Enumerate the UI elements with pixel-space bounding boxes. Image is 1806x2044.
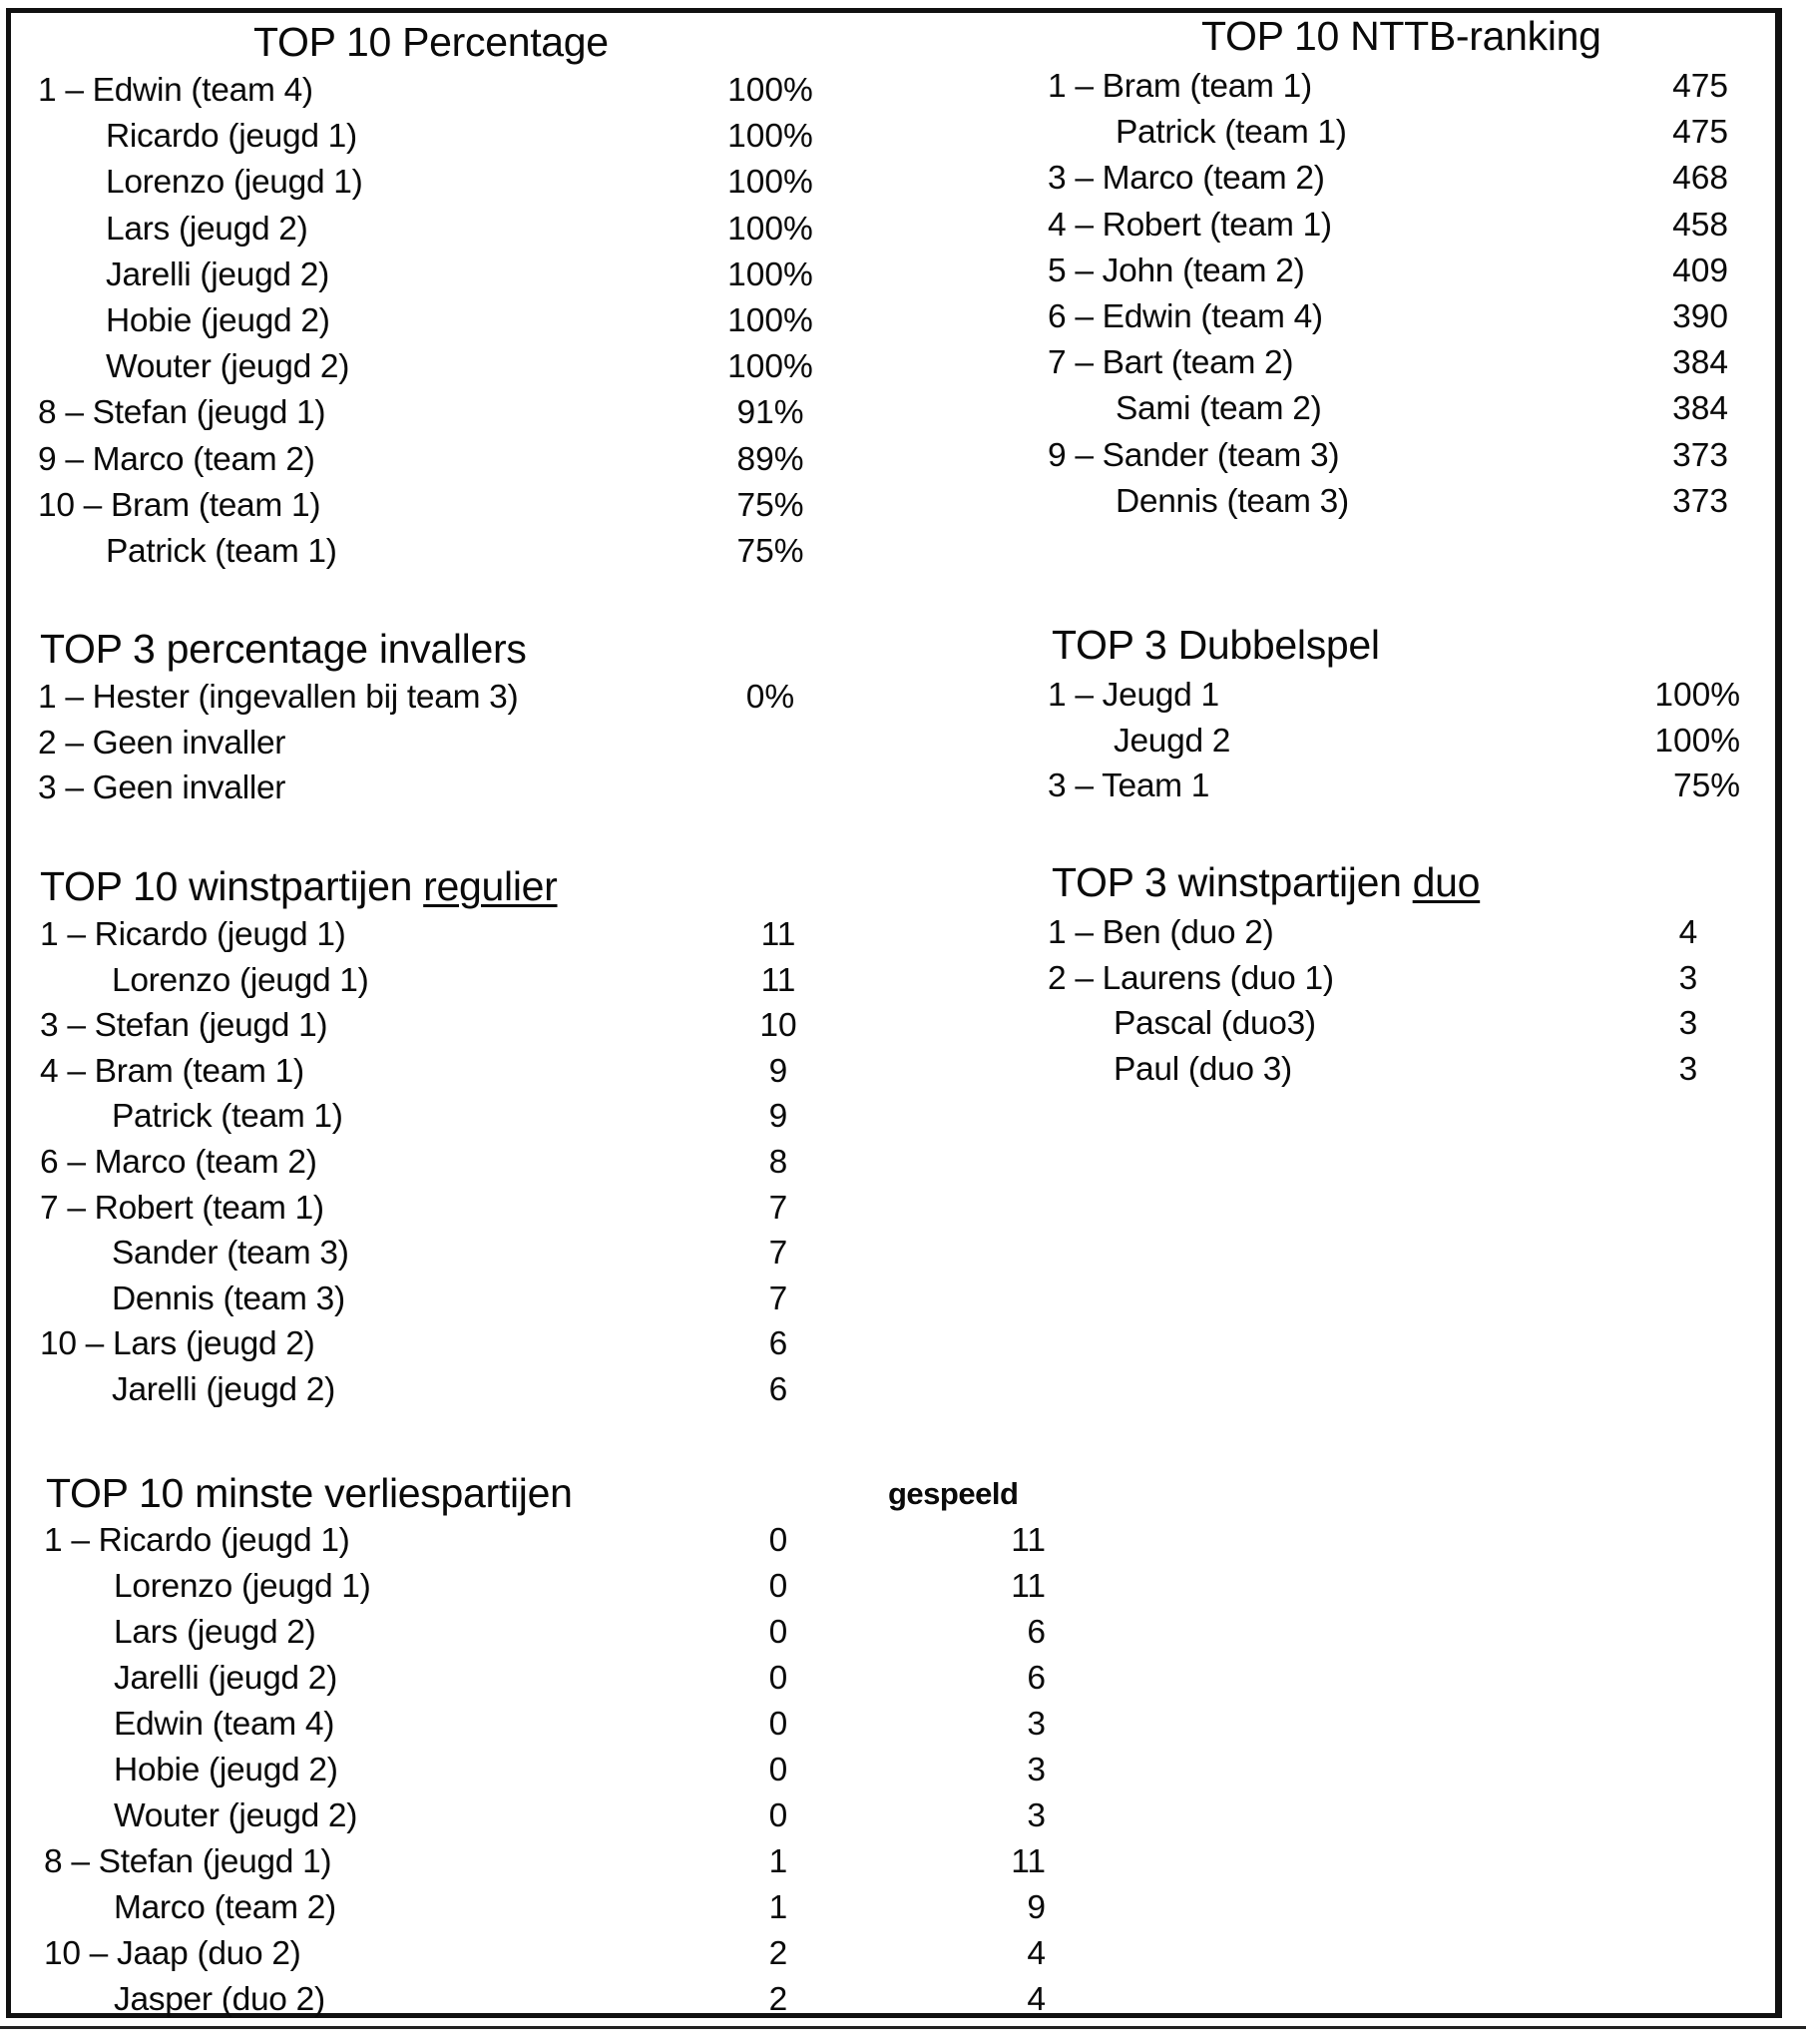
- entry-value: 384: [1672, 390, 1728, 428]
- entry-value: 89%: [736, 440, 804, 478]
- entry-value: 9: [768, 1098, 788, 1136]
- entry-value: 3: [1678, 1050, 1698, 1088]
- entry-name: 8 – Stefan (jeugd 1): [38, 394, 326, 432]
- section-title-invallers: TOP 3 percentage invallers: [40, 626, 527, 672]
- entry-name: Jarelli (jeugd 2): [114, 1660, 337, 1697]
- entry-value: 2: [768, 1935, 788, 1972]
- entry-value: 100%: [1654, 677, 1740, 714]
- section-title-percentage: TOP 10 Percentage: [253, 19, 609, 65]
- entry-value: 75%: [736, 533, 804, 570]
- section-title-nttb-ranking: TOP 10 NTTB-ranking: [1201, 13, 1601, 59]
- entry-played: 6: [1027, 1614, 1046, 1651]
- entry-played: 11: [1011, 1843, 1046, 1880]
- entry-value: 91%: [736, 394, 804, 432]
- entry-value: 75%: [1672, 767, 1740, 804]
- entry-name: 10 – Lars (jeugd 2): [40, 1325, 315, 1363]
- entry-value: 0: [768, 1706, 788, 1743]
- title-text: TOP 10 winstpartijen: [40, 863, 424, 909]
- entry-name: 3 – Marco (team 2): [1048, 160, 1325, 198]
- section-title-dubbelspel: TOP 3 Dubbelspel: [1052, 622, 1380, 668]
- entry-value: 0%: [745, 679, 795, 716]
- entry-value: 475: [1672, 68, 1728, 105]
- entry-value: 6: [768, 1325, 788, 1363]
- entry-value: 11: [760, 916, 796, 953]
- entry-name: Sami (team 2): [1116, 390, 1322, 428]
- entry-value: 100%: [727, 72, 813, 109]
- entry-value: 100%: [727, 118, 813, 156]
- entry-played: 3: [1027, 1752, 1046, 1788]
- entry-name: Jeugd 2: [1114, 722, 1231, 760]
- entry-value: 409: [1672, 252, 1728, 289]
- entry-name: 1 – Hester (ingevallen bij team 3): [38, 679, 519, 716]
- entry-played: 3: [1027, 1797, 1046, 1834]
- entry-name: Ricardo (jeugd 1): [106, 118, 357, 156]
- entry-name: Lorenzo (jeugd 1): [112, 961, 369, 999]
- entry-played: 3: [1027, 1706, 1046, 1743]
- entry-name: Hobie (jeugd 2): [106, 302, 330, 339]
- entry-name: 7 – Robert (team 1): [40, 1189, 324, 1227]
- section-title-winstpartijen-regulier: [40, 863, 558, 909]
- entry-name: 7 – Bart (team 2): [1048, 344, 1294, 382]
- entry-value: 100%: [727, 256, 813, 293]
- entry-name: 1 – Ben (duo 2): [1048, 914, 1274, 951]
- entry-name: 1 – Ricardo (jeugd 1): [40, 916, 346, 953]
- entry-value: 3: [1678, 959, 1698, 997]
- entry-name: 1 – Ricardo (jeugd 1): [44, 1522, 350, 1559]
- entry-name: 8 – Stefan (jeugd 1): [44, 1843, 332, 1880]
- entry-name: Lars (jeugd 2): [114, 1614, 316, 1651]
- entry-name: 6 – Marco (team 2): [40, 1144, 317, 1181]
- entry-name: Wouter (jeugd 2): [106, 348, 350, 386]
- entry-value: 0: [768, 1752, 788, 1788]
- entry-value: 390: [1672, 298, 1728, 335]
- column-header-gespeeld: gespeeld: [888, 1476, 1019, 1511]
- entry-value: 75%: [736, 486, 804, 524]
- entry-played: 4: [1027, 1935, 1046, 1972]
- entry-name: Pascal (duo3): [1114, 1005, 1316, 1042]
- entry-value: 384: [1672, 344, 1728, 382]
- title-emphasis: regulier: [423, 863, 558, 909]
- entry-value: 468: [1672, 160, 1728, 198]
- entry-value: 0: [768, 1614, 788, 1651]
- bottom-rule: [0, 2026, 1806, 2029]
- entry-name: Jasper (duo 2): [114, 1981, 325, 2018]
- entry-name: Edwin (team 4): [114, 1706, 335, 1743]
- entry-name: 4 – Robert (team 1): [1048, 206, 1332, 244]
- entry-name: Patrick (team 1): [1116, 114, 1347, 152]
- entry-value: 0: [768, 1660, 788, 1697]
- entry-name: Dennis (team 3): [1116, 482, 1349, 520]
- entry-played: 11: [1011, 1522, 1046, 1559]
- entry-value: 8: [768, 1144, 788, 1181]
- entry-name: 10 – Jaap (duo 2): [44, 1935, 301, 1972]
- entry-name: Wouter (jeugd 2): [114, 1797, 358, 1834]
- entry-name: 3 – Team 1: [1048, 767, 1210, 804]
- entry-name: 5 – John (team 2): [1048, 252, 1305, 289]
- entry-name: Marco (team 2): [114, 1889, 336, 1926]
- entry-name: Lorenzo (jeugd 1): [114, 1568, 371, 1605]
- entry-value: 373: [1672, 436, 1728, 474]
- entry-name: Sander (team 3): [112, 1235, 349, 1273]
- entry-value: 2: [768, 1981, 788, 2018]
- entry-value: 4: [1678, 914, 1698, 951]
- entry-value: 0: [768, 1797, 788, 1834]
- entry-value: 475: [1672, 114, 1728, 152]
- entry-name: 6 – Edwin (team 4): [1048, 298, 1323, 335]
- entry-name: Patrick (team 1): [106, 533, 337, 570]
- entry-name: Lorenzo (jeugd 1): [106, 164, 363, 202]
- section-title-minste-verliespartijen: TOP 10 minste verliespartijen: [46, 1470, 573, 1516]
- entry-name: 1 – Jeugd 1: [1048, 677, 1219, 714]
- entry-name: 1 – Edwin (team 4): [38, 72, 313, 109]
- entry-name: Hobie (jeugd 2): [114, 1752, 338, 1788]
- entry-played: 9: [1027, 1889, 1046, 1926]
- entry-value: 7: [768, 1279, 788, 1317]
- entry-name: Paul (duo 3): [1114, 1050, 1292, 1088]
- entry-name: Jarelli (jeugd 2): [106, 256, 329, 293]
- entry-value: 11: [760, 961, 796, 999]
- entry-played: 6: [1027, 1660, 1046, 1697]
- entry-name: 2 – Laurens (duo 1): [1048, 959, 1334, 997]
- entry-value: 100%: [727, 210, 813, 248]
- section-title-winstpartijen-duo: [1052, 859, 1481, 905]
- entry-name: Jarelli (jeugd 2): [112, 1371, 335, 1408]
- entry-name: 1 – Bram (team 1): [1048, 68, 1312, 105]
- entry-name: 2 – Geen invaller: [38, 724, 286, 762]
- title-emphasis: duo: [1412, 859, 1481, 905]
- entry-value: 458: [1672, 206, 1728, 244]
- entry-value: 6: [768, 1371, 788, 1408]
- entry-name: 4 – Bram (team 1): [40, 1052, 304, 1090]
- title-text: TOP 3 winstpartijen: [1052, 859, 1413, 905]
- entry-value: 0: [768, 1568, 788, 1605]
- entry-value: 7: [768, 1189, 788, 1227]
- entry-name: Dennis (team 3): [112, 1279, 345, 1317]
- entry-value: 100%: [727, 164, 813, 202]
- entry-value: 9: [768, 1052, 788, 1090]
- entry-played: 11: [1011, 1568, 1046, 1605]
- entry-name: 3 – Stefan (jeugd 1): [40, 1007, 328, 1045]
- entry-value: 10: [759, 1007, 797, 1045]
- entry-name: 9 – Sander (team 3): [1048, 436, 1340, 474]
- entry-value: 3: [1678, 1005, 1698, 1042]
- entry-value: 100%: [727, 302, 813, 339]
- entry-value: 0: [768, 1522, 788, 1559]
- entry-value: 1: [768, 1843, 788, 1880]
- entry-value: 373: [1672, 482, 1728, 520]
- entry-value: 100%: [1654, 722, 1740, 760]
- entry-value: 100%: [727, 348, 813, 386]
- entry-name: Lars (jeugd 2): [106, 210, 308, 248]
- entry-value: 7: [768, 1235, 788, 1273]
- entry-value: 1: [768, 1889, 788, 1926]
- entry-name: 9 – Marco (team 2): [38, 440, 315, 478]
- entry-name: Patrick (team 1): [112, 1098, 343, 1136]
- entry-name: 3 – Geen invaller: [38, 769, 286, 806]
- entry-name: 10 – Bram (team 1): [38, 486, 321, 524]
- entry-played: 4: [1027, 1981, 1046, 2018]
